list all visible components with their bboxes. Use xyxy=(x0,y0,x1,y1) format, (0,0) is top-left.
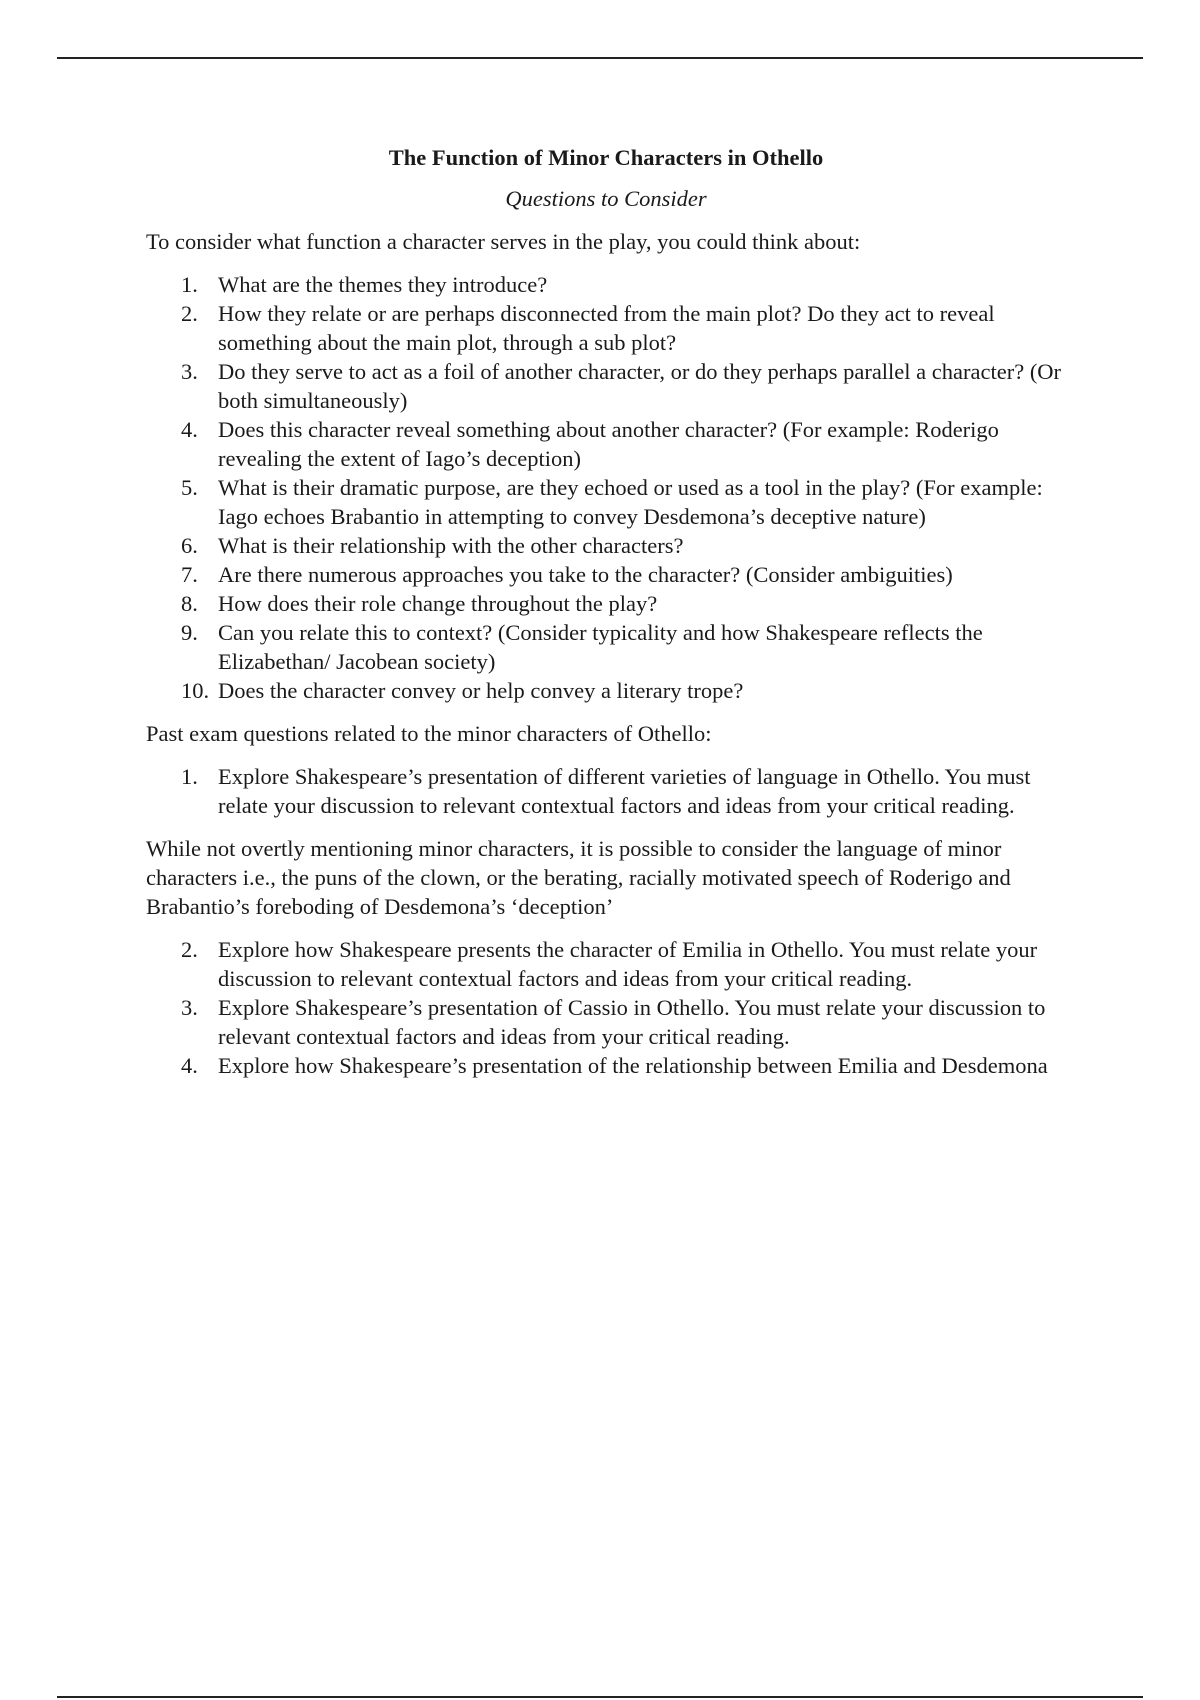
list-item-text: Are there numerous approaches you take to the character? (Consider ambiguities) xyxy=(218,562,953,587)
list-item-text: How they relate or are perhaps disconnected from the main plot? Do they act to reveal something about the main plot, through a sub plot? xyxy=(218,301,995,355)
list-item-text: Explore Shakespeare’s presentation of Cassio in Othello. You must relate your discussion to relevant contextual factors and ideas from your critical reading. xyxy=(218,995,1046,1049)
list-item xyxy=(146,270,1066,299)
list-item-number: 6. xyxy=(181,533,198,558)
list-item-number: 2. xyxy=(181,301,198,326)
list-item xyxy=(146,415,1066,473)
list-item-number: 1. xyxy=(181,272,198,297)
list-item-number: 9. xyxy=(181,620,198,645)
exam-questions-list-b xyxy=(146,935,1066,1080)
list-item-text: Explore Shakespeare’s presentation of different varieties of language in Othello. You must relate your discussion to relevant contextual factors and ideas from your critical reading. xyxy=(218,764,1031,818)
list-item xyxy=(146,618,1066,676)
list-item-number: 10. xyxy=(181,678,210,703)
list-item xyxy=(146,299,1066,357)
list-item-number: 1. xyxy=(181,764,198,789)
list-item-text: What is their dramatic purpose, are they echoed or used as a tool in the play? (For example: Iago echoes Brabantio in attempting to convey Desdemona’s deceptive nature) xyxy=(218,475,1043,529)
list-item xyxy=(146,473,1066,531)
list-item xyxy=(146,357,1066,415)
list-item xyxy=(146,935,1066,993)
list-item xyxy=(146,531,1066,560)
list-item xyxy=(146,993,1066,1051)
list-item-number: 3. xyxy=(181,359,198,384)
list-item-number: 7. xyxy=(181,562,198,587)
list-item xyxy=(146,762,1066,820)
document-body xyxy=(146,143,1066,1094)
exam-questions-list-a xyxy=(146,762,1066,820)
top-rule xyxy=(57,57,1143,59)
list-item xyxy=(146,560,1066,589)
list-item-text: How does their role change throughout the play? xyxy=(218,591,658,616)
document-subtitle: Questions to Consider xyxy=(505,186,707,211)
list-item-text: What is their relationship with the other characters? xyxy=(218,533,684,558)
bottom-rule xyxy=(57,1696,1143,1698)
document-title: The Function of Minor Characters in Othello xyxy=(388,145,824,170)
list-item-number: 4. xyxy=(181,417,198,442)
list-item-text: Can you relate this to context? (Consider typicality and how Shakespeare reflects the Elizabethan/ Jacobean society) xyxy=(218,620,983,674)
list-item-number: 5. xyxy=(181,475,198,500)
list-item-number: 3. xyxy=(181,995,198,1020)
exam-intro-paragraph: Past exam questions related to the minor characters of Othello: xyxy=(146,721,712,746)
list-item xyxy=(146,1051,1066,1080)
intro-paragraph: To consider what function a character serves in the play, you could think about: xyxy=(146,229,861,254)
list-item xyxy=(146,676,1066,705)
list-item-text: Does this character reveal something about another character? (For example: Roderigo revealing the extent of Iago’s deception) xyxy=(218,417,999,471)
list-item xyxy=(146,589,1066,618)
note-paragraph: While not overtly mentioning minor characters, it is possible to consider the language of minor characters i.e., the puns of the clown, or the berating, racially motivated speech of Roderigo and Brabantio’s foreboding of Desdemona’s ‘deception’ xyxy=(146,836,1011,919)
list-item-text: Do they serve to act as a foil of another character, or do they perhaps parallel a character? (Or both simultaneously) xyxy=(218,359,1062,413)
list-item-text: What are the themes they introduce? xyxy=(218,272,548,297)
list-item-text: Does the character convey or help convey a literary trope? xyxy=(218,678,744,703)
list-item-text: Explore how Shakespeare presents the character of Emilia in Othello. You must relate your discussion to relevant contextual factors and ideas from your critical reading. xyxy=(218,937,1038,991)
list-item-text: Explore how Shakespeare’s presentation of the relationship between Emilia and Desdemona xyxy=(218,1053,1048,1078)
consider-questions-list xyxy=(146,270,1066,705)
list-item-number: 8. xyxy=(181,591,198,616)
list-item-number: 2. xyxy=(181,937,198,962)
list-item-number: 4. xyxy=(181,1053,198,1078)
